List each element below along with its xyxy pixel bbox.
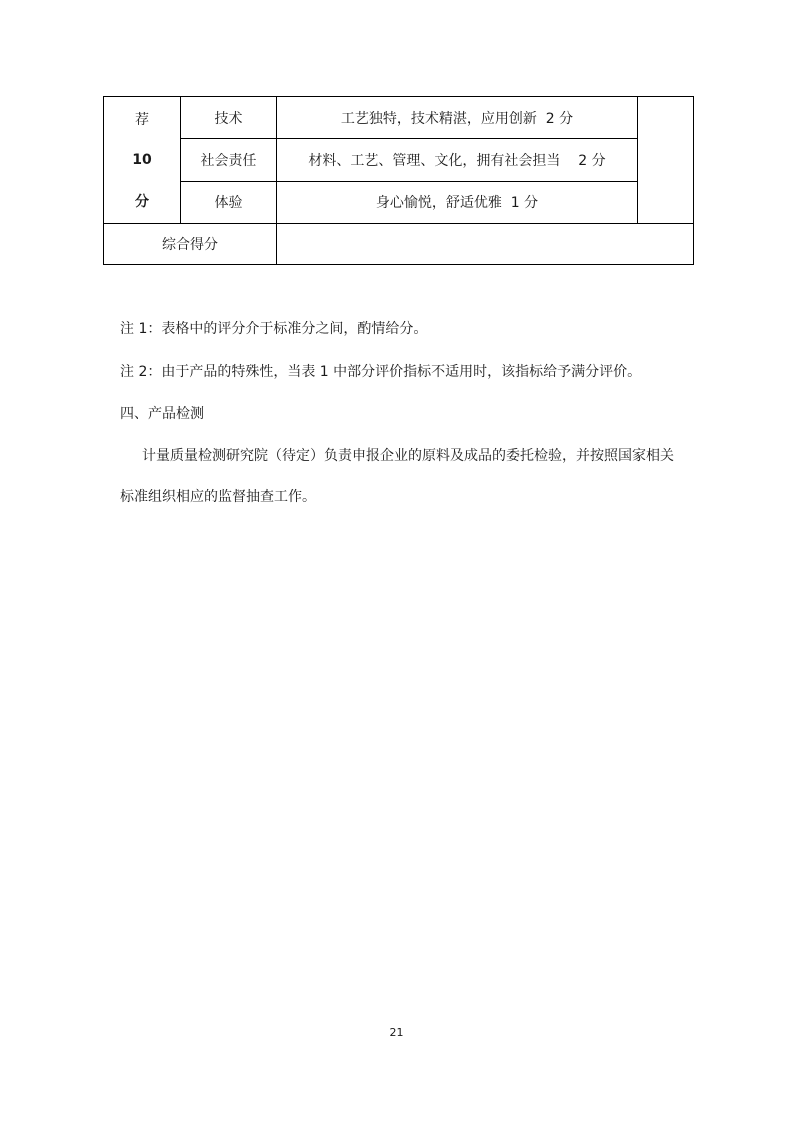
category-unit: 分 — [135, 194, 149, 211]
category-cell — [104, 97, 181, 224]
note-1: 注 1：表格中的评分介于标准分之间，酌情给分。 — [120, 321, 428, 337]
score-cell — [638, 97, 694, 224]
criteria-cell: 工艺独特，技术精湛，应用创新 2 分 — [277, 97, 638, 139]
criteria-cell: 材料、工艺、管理、文化，拥有社会担当 2 分 — [277, 139, 638, 181]
section-heading: 四、产品检测 — [120, 406, 204, 422]
table-row-total — [104, 224, 694, 265]
page-number: 21 — [389, 1026, 404, 1039]
scoring-table — [103, 96, 694, 265]
criteria-cell: 身心愉悦，舒适优雅 1 分 — [277, 181, 638, 223]
item-cell: 技术 — [181, 97, 277, 139]
category-score: 10 — [132, 151, 152, 168]
paragraph-line-2: 标准组织相应的监督抽查工作。 — [120, 489, 316, 505]
table-row — [104, 97, 694, 139]
paragraph-line-1: 计量质量检测研究院（待定）负责申报企业的原料及成品的委托检验，并按照国家相关 — [142, 448, 674, 464]
item-cell: 社会责任 — [181, 139, 277, 181]
table-row — [104, 181, 694, 223]
total-value-cell — [277, 224, 694, 265]
item-cell: 体验 — [181, 181, 277, 223]
total-label-cell: 综合得分 — [104, 224, 277, 265]
category-char: 荐 — [135, 111, 149, 128]
note-2: 注 2：由于产品的特殊性，当表 1 中部分评价指标不适用时，该指标给予满分评价。 — [120, 364, 642, 380]
table-row — [104, 139, 694, 181]
